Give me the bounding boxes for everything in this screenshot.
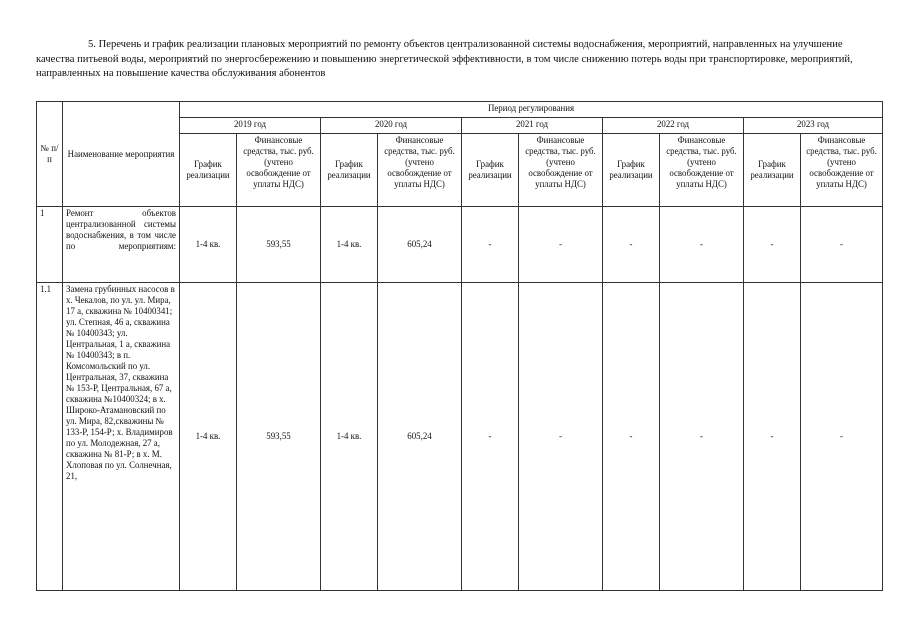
header-year-2021: 2021 год [462,118,603,134]
row-value: 593,55 [237,207,321,283]
header-schedule: График реализации [744,134,801,207]
row-num: 1 [37,207,63,283]
table-row [37,283,883,591]
row-value: - [462,283,519,591]
header-schedule: График реализации [180,134,237,207]
header-year-2022: 2022 год [603,118,744,134]
row-value: 605,24 [378,283,462,591]
row-value: - [801,283,883,591]
row-value: 1-4 кв. [321,283,378,591]
row-value: 605,24 [378,207,462,283]
row-value: - [519,207,603,283]
row-value: - [660,283,744,591]
header-schedule: График реализации [603,134,660,207]
header-year-2023: 2023 год [744,118,883,134]
row-num: 1.1 [37,283,63,591]
header-finance: Финансовые средства, тыс. руб. (учтено освобождение от уплаты НДС) [801,134,883,207]
row-value: 1-4 кв. [321,207,378,283]
row-value: - [519,283,603,591]
section-heading [36,38,876,82]
row-name: Ремонт объектов централизованной системы водоснабжения, в том числе по мероприятиям: [63,207,180,283]
header-finance: Финансовые средства, тыс. руб. (учтено освобождение от уплаты НДС) [660,134,744,207]
section-heading-text: 5. Перечень и график реализации плановых мероприятий по ремонту объектов централизованной системы водоснабжения, мероприятий, направленных на улучшение качества питьевой воды, мероприятий по энергосбережению и повышению энергетической эффективности, в том числе снижению потерь воды при транспортировке, мероприятий, направленных на повышение качества обслуживания абонентов [36,39,853,79]
row-value: 593,55 [237,283,321,591]
header-year-2020: 2020 год [321,118,462,134]
header-finance: Финансовые средства, тыс. руб. (учтено освобождение от уплаты НДС) [519,134,603,207]
header-year-2019: 2019 год [180,118,321,134]
header-finance: Финансовые средства, тыс. руб. (учтено освобождение от уплаты НДС) [378,134,462,207]
header-schedule: График реализации [321,134,378,207]
header-row-period [37,102,883,118]
row-value: - [603,207,660,283]
header-name: Наименование мероприятия [63,102,180,207]
row-value: - [660,207,744,283]
row-value: 1-4 кв. [180,207,237,283]
table-row [37,207,883,283]
row-value: - [462,207,519,283]
row-value: - [744,207,801,283]
header-finance: Финансовые средства, тыс. руб. (учтено освобождение от уплаты НДС) [237,134,321,207]
row-value: 1-4 кв. [180,283,237,591]
row-value: - [801,207,883,283]
row-value: - [744,283,801,591]
plan-table [36,101,883,591]
row-value: - [603,283,660,591]
header-schedule: График реализации [462,134,519,207]
header-period: Период регулирования [180,102,883,118]
row-name: Замена грубинных насосов в х. Чекалов, по ул. ул. Мира, 17 а, скважина № 10400341; ул. Степная, 46 а, скважина № 10400343; ул. Центральная, 1 а, скважина № 10400343; в п. Комсомольский по ул. Центральная, 37, скважина № 153-Р, Центральная, 67 а, скважина №10400324; в х. Широко-Атамановский по ул. Мира, 82,скважины № 133-Р, 154-Р; х. Владимиров по ул. Молодежная, 27 а, скважина № 81-Р; в х. М. Хлоповая по ул. Солнечная, 21, [63,283,180,591]
header-num: № п/п [37,102,63,207]
